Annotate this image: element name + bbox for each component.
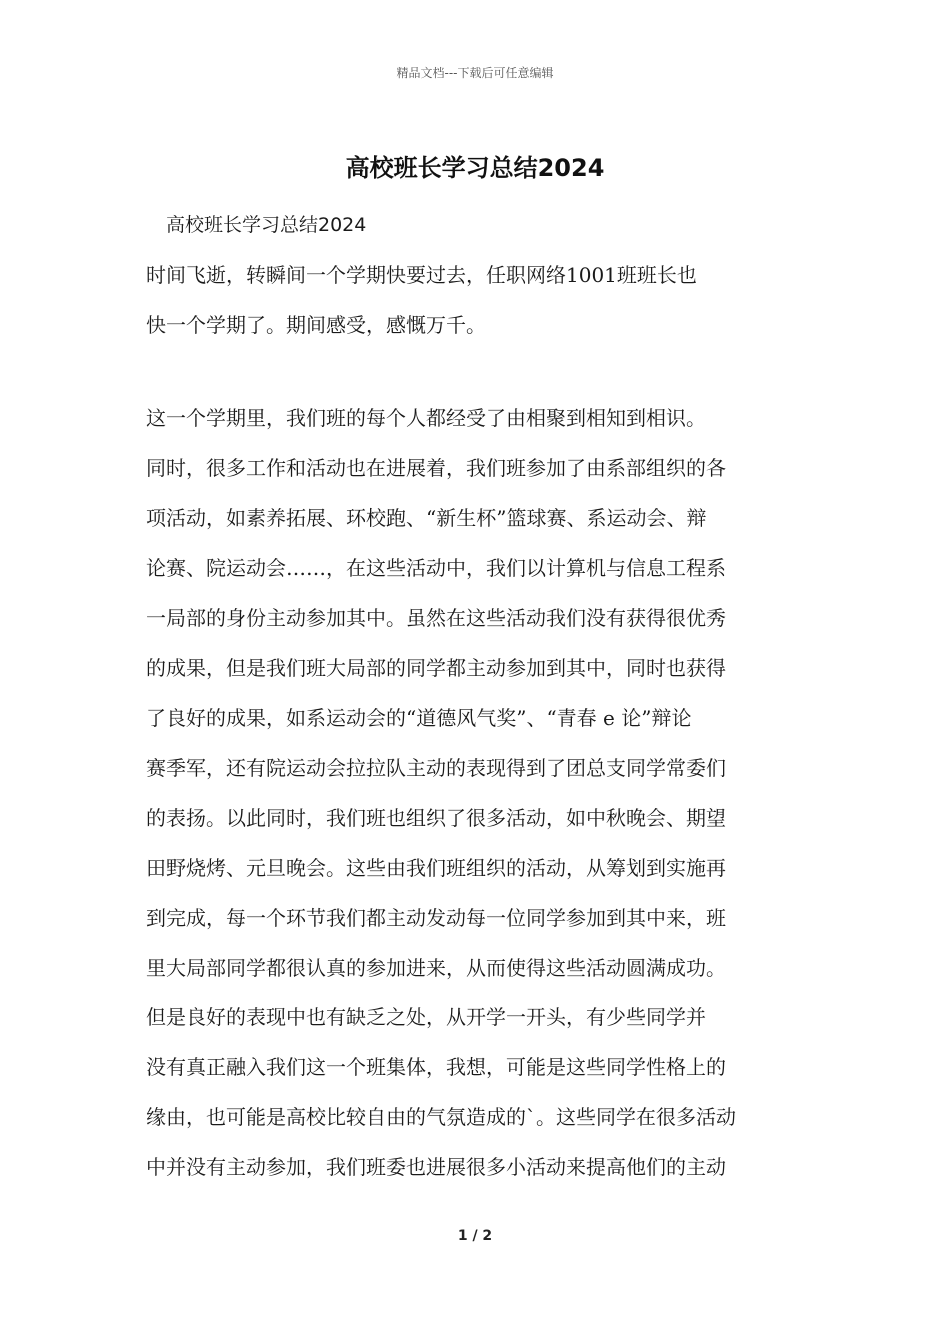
paragraph-2: 这一个学期里，我们班的每个人都经受了由相聚到相知到相识。 同时，很多工作和活动也在进展着，我们班参加了由系部组织的各 项活动，如素养拓展、环校跑、“新生杯”篮球赛、系运动会、辩 论赛、院运动会……，在这些活动中，我们以计算机与信息工程系 一局部的身份主动参加其中。虽然在这些活动我们没有获得很优秀 的成果，但是我们班大局部的同学都主动参加到其中，同时也获得 了良好的成果，如系运动会的“道德风气奖”、“青春 e 论”辩论 赛季军，还有院运动会拉拉队主动的表现得到了团总支同学常委们 的表扬。以此同时，我们班也组织了很多活动，如中秋晚会、期望 田野烧烤、元旦晚会。这些由我们班组织的活动，从筹划到实施再 到完成，每一个环节我们都主动发动每一位同学参加到其中来，班 里大局部同学都很认真的参加进来，从而使得这些活动圆满成功。 — [146, 406, 726, 980]
paragraph-3: 但是良好的表现中也有缺乏之处，从开学一开头，有少些同学并 没有真正融入我们这一个班集体，我想，可能是这些同学性格上的 缘由，也可能是高校比较自由的气氛造成的`。这些同学在很多活动 中并没有主动参加，我们班委也进展很多小活动来提高他们的主动 — [146, 1005, 736, 1179]
page-header: 精品文档---下载后可任意编辑 — [396, 66, 554, 80]
document-title: 高校班长学习总结2024 — [345, 154, 605, 182]
page-number: 1 / 2 — [457, 1228, 493, 1244]
document-subtitle: 高校班长学习总结2024 — [166, 214, 367, 236]
paragraph-1: 时间飞逝，转瞬间一个学期快要过去，任职网络1001班班长也 快一个学期了。期间感受，感慨万千。 — [146, 263, 697, 337]
